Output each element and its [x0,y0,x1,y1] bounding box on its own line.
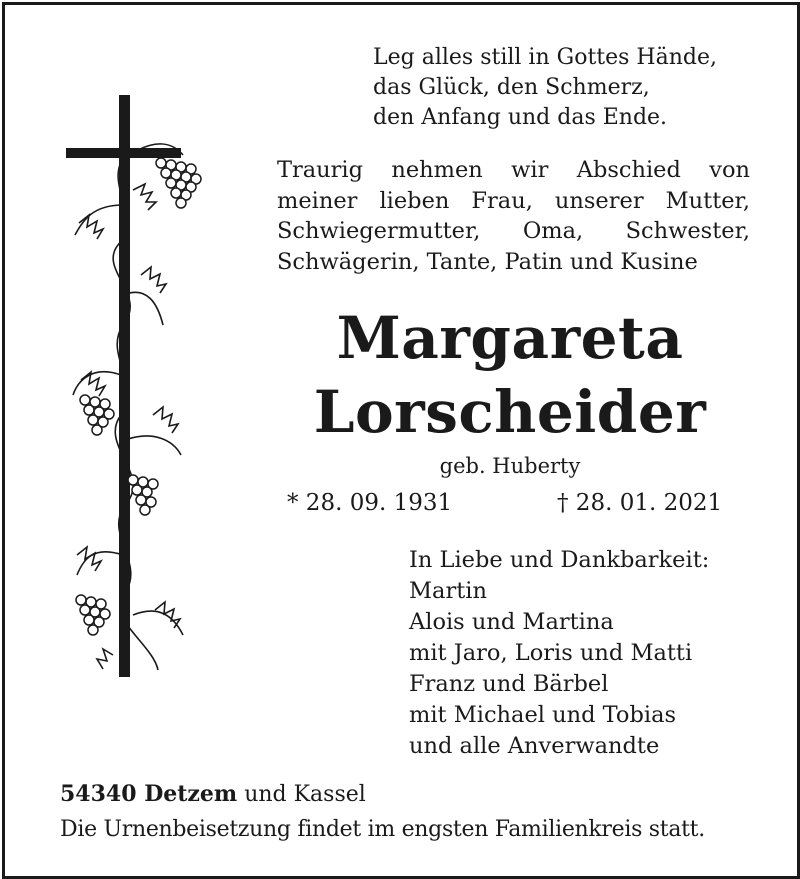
place-postcode-town: 54340 Detzem [60,781,238,807]
birth-name: geb. Huberty [439,454,581,478]
obituary-notice [2,2,800,879]
family-list [409,545,709,762]
place-rest: und Kassel [237,782,366,807]
intro-line: meiner lieben Frau, unserer Mutter, [277,187,750,214]
intro-line: Schwiegermutter, Oma, Schwester, [277,218,750,244]
family-member: Alois und Martina [409,609,614,635]
place-line [60,781,366,807]
poem-line: das Glück, den Schmerz, [373,75,650,100]
family-member: mit Jaro, Loris und Matti [409,640,693,666]
intro-line: Traurig nehmen wir Abschied von [277,157,750,183]
deceased-last-name: Lorscheider [313,378,707,446]
deceased-first-name: Margareta [336,304,684,372]
birth-date: * 28. 09. 1931 [287,490,453,516]
death-date: † 28. 01. 2021 [557,490,723,516]
intro-text [277,155,750,277]
family-member: und alle Anverwandte [409,733,660,759]
intro-line: Schwägerin, Tante, Patin und Kusine [277,248,698,275]
cross-with-grapevine [63,95,213,685]
poem-line: Leg alles still in Gottes Hände, [373,45,717,70]
family-heading: In Liebe und Dankbarkeit: [409,547,710,573]
family-member: mit Michael und Tobias [409,702,677,728]
family-member: Franz und Bärbel [409,671,609,697]
burial-note: Die Urnenbeisetzung findet im engsten Familienkreis statt. [60,817,705,842]
family-member: Martin [409,578,487,604]
cross-icon [66,95,181,677]
poem [373,43,717,133]
poem-line: den Anfang und das Ende. [373,105,668,130]
